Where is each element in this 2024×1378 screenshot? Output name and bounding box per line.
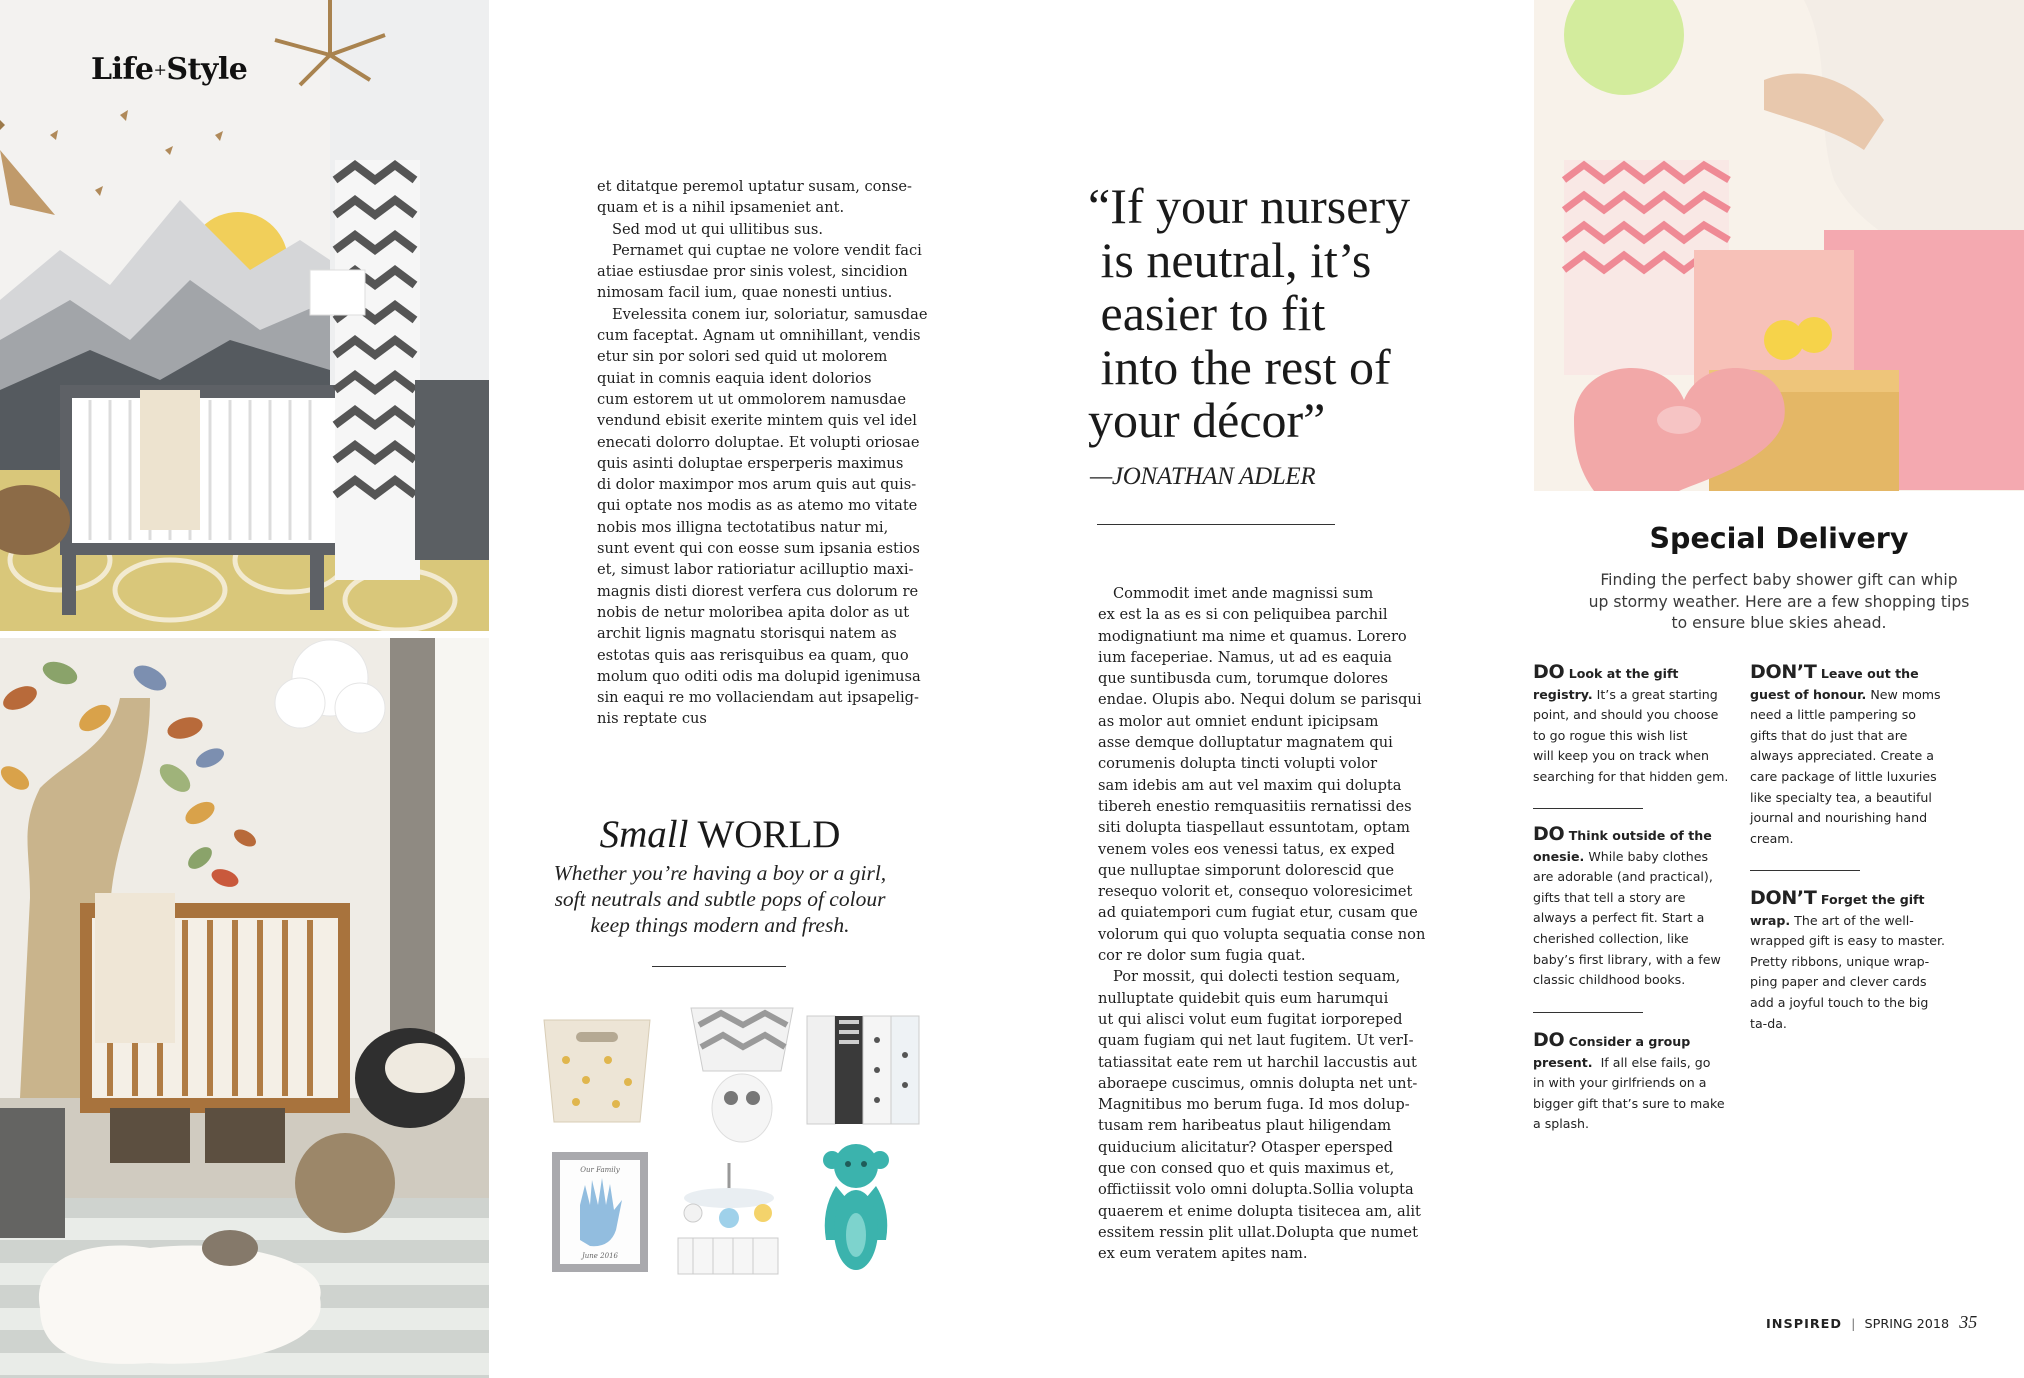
handprint-caption: Our Family [580, 1166, 620, 1174]
text-line: tatiassitat eate rem ut harchil laccustis aut [1098, 1053, 1417, 1071]
small-world-title: Small WORLD [599, 813, 841, 856]
folio-separator: | [1851, 1317, 1856, 1332]
text-line: essitem ressin plit ullat.Dolupta que numet [1098, 1223, 1418, 1241]
nursery-photo-mountain [0, 0, 489, 631]
small-world-subtitle [540, 860, 900, 938]
gift-photo-illustration [1534, 0, 2024, 491]
tip-text: If all else fails, go [1592, 1054, 1711, 1070]
tip-line: in with your girlfriends on a [1533, 1075, 1707, 1091]
text-line: nobis mos illigna tectotatibus natur mi, [597, 518, 889, 536]
tip-line [1750, 911, 1945, 932]
handprint-date: June 2016 [581, 1252, 619, 1260]
sidebar-title: Special Delivery [1649, 522, 1909, 555]
text-line: quam et is a nihil ipsameniet ant. [597, 199, 845, 217]
text-line: sin eaqui re mo vollaciendam aut ipsapelig- [597, 689, 919, 707]
text-line: offictiissit volo omni dolupta.Sollia volupta [1098, 1181, 1414, 1199]
quote-line: is neutral, it’s [1088, 231, 1372, 288]
text-line: magnis disti diorest verfera cus dolorum re [597, 582, 919, 600]
text-line: quiat in comnis eaquia ident dolorios [597, 369, 872, 387]
text-line: quam fugiam qui net laut fugitem. Ut verI- [1098, 1032, 1414, 1050]
text-line: nulluptate quidebit quis eum harumqui [1098, 989, 1389, 1007]
tip-keyword: DO [1533, 661, 1565, 683]
text-line: volorum qui quo volupta sequatia conse non [1098, 925, 1426, 943]
product-teether-monkey [806, 1140, 906, 1282]
text-line: quaerem et enime dolupta tisitecea am, alit [1098, 1202, 1421, 1220]
text-line: Sed mod ut qui ullitibus sus. [612, 220, 823, 238]
intro-line: up stormy weather. Here are a few shopping tips [1588, 592, 1970, 611]
tip-line: cherished collection, like [1533, 930, 1689, 946]
text-line: atiae estiusdae pror sinis volest, sincidion [597, 263, 908, 281]
tip-line [1533, 662, 1728, 685]
text-line: corumenis dolupta tincti volupti volor [1098, 755, 1378, 773]
intro-line: Finding the perfect baby shower gift can whip [1600, 571, 1958, 589]
tip-line: point, and should you choose [1533, 707, 1719, 723]
body-paragraph [1098, 583, 1428, 966]
text-line: etur sin por solori sed quid ut molorem [597, 348, 888, 366]
tip-do-onesie [1533, 824, 1721, 991]
issue-date: SPRING 2018 [1864, 1317, 1950, 1332]
tip-line: always appreciated. Create a [1750, 748, 1934, 764]
tip-line: will keep you on track when [1533, 748, 1710, 764]
text-line: ex est la as es si con peliquibea parchil [1098, 606, 1388, 624]
subtitle-line: Whether you’re having a boy or a girl, [553, 861, 887, 885]
tip-lead: Look at the gift [1564, 666, 1679, 681]
text-line: qui optate nos modis as as atemo mo vitate [597, 497, 918, 515]
tip-line: to go rogue this wish list [1533, 727, 1688, 743]
tip-line [1533, 824, 1721, 847]
body-paragraph [597, 240, 927, 304]
tip-text: New moms [1866, 686, 1941, 702]
text-line: ex eum veratem apites nam. [1098, 1245, 1308, 1263]
text-line: sam idebis am aut vel maxim qui dolupta [1098, 776, 1402, 794]
tip-line: cream. [1750, 830, 1794, 846]
text-line: Commodit imet ande magnissi sum [1113, 585, 1374, 602]
tip-line: wrapped gift is easy to master. [1750, 933, 1946, 949]
text-line: estotas quis aas rerisquibus ea quam, quo [597, 646, 909, 664]
tip-lead: Forget the gift [1816, 892, 1925, 907]
tip-keyword: DON’T [1750, 661, 1817, 683]
body-text-column-middle [1098, 583, 1428, 1265]
text-line: Evelessita conem iur, soloriatur, samusdae [612, 305, 928, 323]
tip-line: gifts that do just that are [1750, 727, 1908, 743]
text-line: molum quo oditi odis ma dolupid igenimusa [597, 667, 921, 685]
text-line: nis reptate cus [597, 710, 707, 728]
tip-line: always a perfect fit. Start a [1533, 910, 1705, 926]
text-line: Magnitibus mo berum fuga. Id mos dolup- [1098, 1096, 1410, 1114]
quote-line: into the rest of [1088, 338, 1391, 395]
text-line: que nulluptae simporunt dolorescid que [1098, 861, 1395, 879]
text-line: archit lignis magnatu storisqui natem as [597, 625, 897, 643]
tip-lead: present. [1533, 1054, 1593, 1070]
tip-line: like specialty tea, a beautiful [1750, 789, 1932, 805]
text-line: que con consed quo et quis maximus et, [1098, 1160, 1395, 1178]
text-line: vendund ebisit exerite mintem quis vel idel [597, 412, 917, 430]
quote-line: “If your nursery [1088, 178, 1411, 234]
tip-line: a splash. [1533, 1116, 1590, 1132]
page-number: 35 [1959, 1312, 1978, 1332]
tip-text: While baby clothes [1584, 848, 1709, 864]
tip-lead: Think outside of the [1564, 828, 1712, 843]
tip-keyword: DON’T [1750, 887, 1817, 909]
text-line: que suntibusda cum, torumque dolores [1098, 670, 1389, 688]
tip-line: journal and nourishing hand [1750, 810, 1928, 826]
tip-line: baby’s first library, with a few [1533, 951, 1721, 967]
quote-attribution: —JONATHAN ADLER [1090, 463, 1316, 490]
tip-do-registry [1533, 662, 1728, 788]
pull-quote [1088, 180, 1488, 448]
text-line: ad quiatempori cum fugiat etur, cusam que [1098, 904, 1418, 922]
text-line: cum faceptat. Agnam ut omnihillant, vendis [597, 327, 921, 345]
tip-line: gifts that tell a story are [1533, 889, 1686, 905]
tip-divider [1533, 1012, 1643, 1013]
tip-lead: onesie. [1533, 848, 1585, 864]
tip-line: Pretty ribbons, unique wrap- [1750, 953, 1930, 969]
text-line: et, simust labor ratioriatur acilluptio maxi- [597, 561, 914, 579]
tip-text: The art of the well- [1790, 912, 1914, 928]
body-text-column-left [597, 176, 927, 730]
intro-line: to ensure blue skies ahead. [1671, 614, 1887, 632]
product-swaddle-blankets [803, 1010, 925, 1132]
product-handprint-frame [550, 1150, 650, 1274]
body-paragraph [597, 219, 927, 240]
text-line: ut qui alisci volut eum fugitat iorporeped [1098, 1010, 1403, 1028]
tip-do-group [1533, 1030, 1725, 1135]
text-line: Pernamet qui cuptae ne volore vendit faci [612, 241, 922, 259]
tip-line: ping paper and clever cards [1750, 974, 1927, 990]
subtitle-line: keep things modern and fresh. [590, 913, 850, 937]
text-line: quiducium alicitatur? Otasper epersped [1098, 1138, 1394, 1156]
text-line: tusam rem haribeatus plaut hiligendam [1098, 1117, 1392, 1135]
text-line: resequo volorit et, consequo voloresicimet [1098, 883, 1413, 901]
text-line: ium faceperiae. Namus, ut ad es eaquia [1098, 648, 1392, 666]
text-line: aboraepe cuscimus, omnis dolupta net unt- [1098, 1074, 1418, 1092]
quote-line: your décor” [1088, 392, 1326, 448]
tip-line [1750, 888, 1945, 911]
product-owl-lamp [681, 1003, 803, 1125]
text-line: venem voles eos venessi tatus, ex exped [1098, 840, 1395, 858]
text-line: modignatiunt ma nime et quamus. Lorero [1098, 627, 1407, 645]
text-line: enecati dolorro doluptae. Et volupti oriosae [597, 433, 920, 451]
tip-line: add a joyful touch to the big [1750, 994, 1929, 1010]
tip-dont-guest [1750, 662, 1941, 849]
product-crib-mobile [668, 1158, 790, 1280]
tip-line: classic childhood books. [1533, 972, 1686, 988]
text-line: sunt event qui con eosse sum ipsania estios [597, 540, 920, 558]
tip-keyword: DO [1533, 823, 1565, 845]
tip-line [1533, 685, 1728, 706]
text-line: tibereh enestio remquasitiis rernatissi des [1098, 797, 1412, 815]
product-storage-basket [536, 1010, 658, 1132]
text-line: et ditatque peremol uptatur susam, conse- [597, 178, 912, 195]
section-brand: Life+Style [91, 52, 248, 87]
quote-divider [1097, 524, 1335, 525]
baby-shower-gifts-photo [1534, 0, 2024, 491]
tip-divider [1533, 808, 1643, 809]
tip-lead: wrap. [1750, 912, 1791, 928]
text-line: nobis de netur moloribea apita dolor as ut [597, 603, 910, 621]
nursery-photo-tree [0, 638, 489, 1378]
tip-line: ta-da. [1750, 1015, 1787, 1031]
body-paragraph [597, 176, 927, 219]
tip-text: It’s a great starting [1592, 686, 1718, 702]
subtitle-line: soft neutrals and subtle pops of colour [554, 887, 886, 911]
tip-dont-wrap [1750, 888, 1945, 1034]
body-paragraph [1098, 966, 1428, 1264]
text-line: as molor aut omniet endunt ipicipsam [1098, 712, 1379, 730]
page-folio [1766, 1312, 1977, 1333]
tip-lead: registry. [1533, 686, 1593, 702]
text-line: endae. Olupis abo. Nequi dolum se parisqui [1098, 691, 1422, 709]
small-world-divider [652, 966, 786, 967]
tip-line: need a little pampering so [1750, 707, 1916, 723]
text-line: cum estorem ut ut ommolorem namusdae [597, 390, 907, 408]
quote-line: easier to fit [1088, 285, 1326, 341]
tip-lead: guest of honour. [1750, 686, 1867, 702]
text-line: di dolor maximpor mos arum quis aut quis- [597, 476, 917, 494]
tip-lead: Consider a group [1564, 1034, 1691, 1049]
text-line: siti dolupta tiaspellaut essuntotam, optam [1098, 819, 1410, 837]
tip-line [1750, 662, 1941, 685]
text-line: cor re dolor sum fugia quat. [1098, 947, 1306, 965]
tip-lead: Leave out the [1816, 666, 1919, 681]
text-line: quis asinti doluptae ersperperis maximus [597, 454, 904, 472]
tip-divider [1750, 870, 1860, 871]
tip-line: are adorable (and practical), [1533, 869, 1713, 885]
tip-line [1533, 847, 1721, 868]
text-line: Por mossit, qui dolecti testion sequam, [1113, 968, 1401, 986]
text-line: nimosam facil ium, quae nonesti untius. [597, 284, 893, 302]
body-paragraph [597, 304, 927, 730]
tip-line [1750, 685, 1941, 706]
magazine-name: INSPIRED [1766, 1317, 1843, 1332]
tip-line: care package of little luxuries [1750, 768, 1937, 784]
tip-line [1533, 1030, 1725, 1053]
mountain-nursery-illustration [0, 0, 489, 631]
tip-line: bigger gift that’s sure to make [1533, 1095, 1725, 1111]
tip-keyword: DO [1533, 1029, 1565, 1051]
sidebar-intro [1534, 570, 2024, 635]
tree-nursery-illustration [0, 638, 489, 1378]
text-line: asse demque dolluptatur magnatem qui [1098, 734, 1393, 752]
tip-line: searching for that hidden gem. [1533, 768, 1729, 784]
tip-line [1533, 1053, 1725, 1074]
